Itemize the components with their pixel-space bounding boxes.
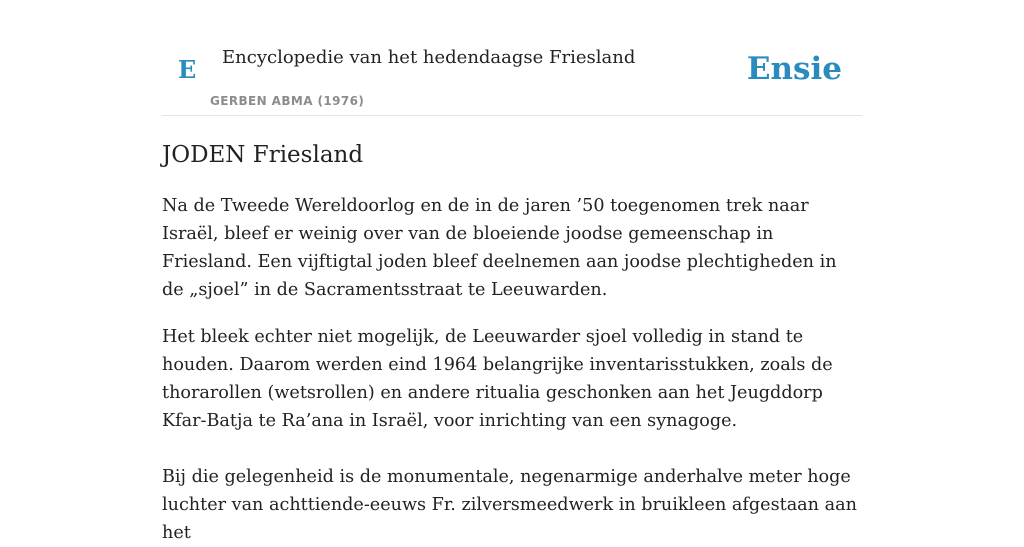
book-author: GERBEN ABMA (1976)	[210, 94, 365, 108]
book-header	[162, 0, 862, 116]
article-paragraph: Bij die gelegenheid is de monumentale, negenarmige anderhalve meter hoge luchter van achttiende-eeuws Fr. zilversmeedwerk in bruikleen afgestaan aan het	[162, 467, 857, 543]
article-paragraph: Na de Tweede Wereldoorlog en de in de jaren ’50 toegenomen trek naar Israël, bleef er weinig over van de bloeiende joodse gemeenschap in Friesland. Een vijftigtal joden bleef deelnemen aan joodse plechtigheden in de „sjoel” in de Sacramentsstraat te Leeuwarden.	[162, 196, 837, 300]
book-logo[interactable]: E	[178, 55, 197, 84]
ensie-logo-link[interactable]: Ensie	[746, 51, 842, 87]
book-title-link[interactable]: Encyclopedie van het hedendaagse Friesland	[222, 47, 636, 68]
article-title: JODEN Friesland	[162, 142, 364, 168]
content-container	[162, 0, 862, 543]
article-paragraph: Het bleek echter niet mogelijk, de Leeuwarder sjoel volledig in stand te houden. Daarom werden eind 1964 belangrijke inventarisstukken, zoals de thorarollen (wetsrollen) en andere ritualia geschonken aan het Jeugddorp Kfar-Batja te Ra’ana in Israël, voor inrichting van een synagoge.	[162, 327, 833, 431]
